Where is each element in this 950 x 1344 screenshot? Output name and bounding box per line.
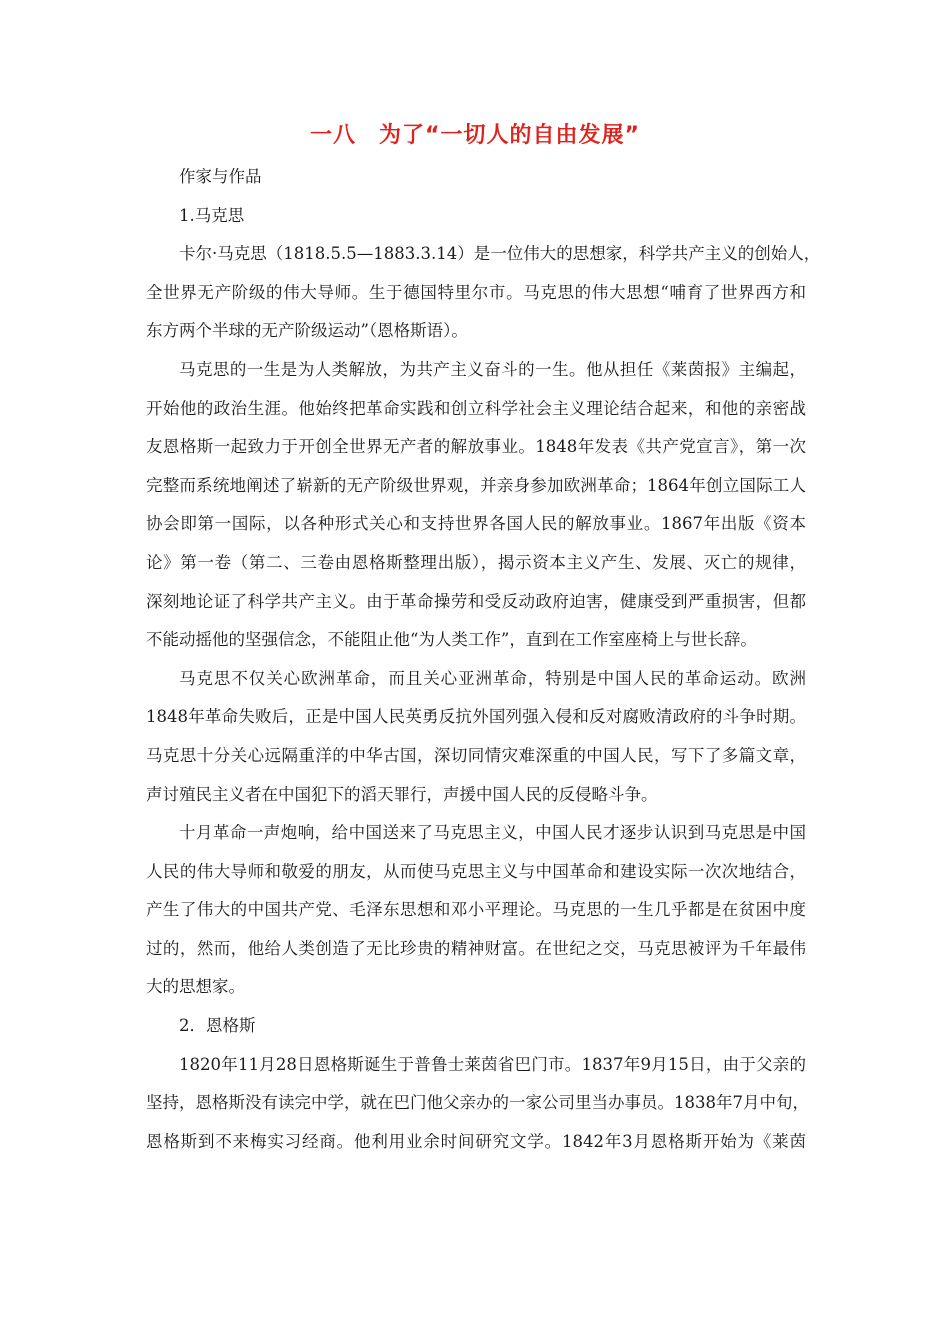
text-line: 友恩格斯一起致力于开创全世界无产者的解放事业。1848年发表《共产党宣言》，第一次 <box>146 437 806 457</box>
text-line: 东方两个半球的无产阶级运动”（恩格斯语）。 <box>146 321 468 341</box>
document-body <box>146 158 821 1161</box>
text-line: 声讨殖民主义者在中国犯下的滔天罪行，声援中国人民的反侵略斗争。 <box>146 784 658 804</box>
text-line: 人民的伟大导师和敬爱的朋友，从而使马克思主义与中国革命和建设实际一次次地结合， <box>146 861 806 881</box>
text-line: 协会即第一国际，以各种形式关心和支持世界各国人民的解放事业。1867年出版《资本 <box>146 514 806 534</box>
page-title: 一八 为了“一切人的自由发展” <box>310 123 640 148</box>
text-line: 产生了伟大的中国共产党、毛泽东思想和邓小平理论。马克思的一生几乎都是在贫困中度 <box>146 900 806 920</box>
text-line: 全世界无产阶级的伟大导师。生于德国特里尔市。马克思的伟大思想“哺育了世界西方和 <box>146 282 806 302</box>
text-line: 1820年11月28日恩格斯诞生于普鲁士莱茵省巴门市。1837年9月15日，由于父亲的 <box>179 1054 806 1074</box>
engels-paragraph-1 <box>146 1046 809 1162</box>
marx-paragraph-3 <box>146 660 806 814</box>
marx-paragraph-1 <box>146 235 821 351</box>
text-line: 坚持，恩格斯没有读完中学，就在巴门他父亲办的一家公司里当办事员。1838年7月中旬， <box>146 1093 809 1113</box>
text-line: 卡尔·马克思（1818.5.5—1883.3.14）是一位伟大的思想家，科学共产主义的创始人， <box>179 244 821 264</box>
text-line: 论》第一卷（第二、三卷由恩格斯整理出版），揭示资本主义产生、发展、灭亡的规律， <box>146 552 806 572</box>
text-line: 1848年革命失败后，正是中国人民英勇反抗外国列强入侵和反对腐败清政府的斗争时期。 <box>146 707 806 727</box>
text-line: 开始他的政治生涯。他始终把革命实践和创立科学社会主义理论结合起来，和他的亲密战 <box>146 398 806 418</box>
text-line: 马克思的一生是为人类解放，为共产主义奋斗的一生。他从担任《莱茵报》主编起， <box>179 359 806 379</box>
text-line: 十月革命一声炮响，给中国送来了马克思主义，中国人民才逐步认识到马克思是中国 <box>179 823 806 843</box>
text-line: 大的思想家。 <box>146 977 245 997</box>
marx-heading: 1.马克思 <box>179 205 245 225</box>
section-heading: 作家与作品 <box>179 167 262 186</box>
marx-paragraph-4 <box>146 814 806 1007</box>
text-line: 过的，然而，他给人类创造了无比珍贵的精神财富。在世纪之交，马克思被评为千年最伟 <box>146 938 806 958</box>
engels-heading: 2．恩格斯 <box>179 1016 256 1036</box>
text-line: 完整而系统地阐述了崭新的无产阶级世界观，并亲身参加欧洲革命；1864年创立国际工人 <box>146 475 806 495</box>
text-line: 马克思不仅关心欧洲革命，而且关心亚洲革命，特别是中国人民的革命运动。欧洲 <box>179 668 806 688</box>
text-line: 马克思十分关心远隔重洋的中华古国，深切同情灾难深重的中国人民，写下了多篇文章， <box>146 745 806 765</box>
text-line: 深刻地论证了科学共产主义。由于革命操劳和受反动政府迫害，健康受到严重损害，但都 <box>146 591 806 611</box>
text-line: 恩格斯到不来梅实习经商。他利用业余时间研究文学。1842年3月恩格斯开始为《莱茵 <box>146 1131 806 1151</box>
marx-paragraph-2 <box>146 351 806 660</box>
text-line: 不能动摇他的坚强信念，不能阻止他“为人类工作”，直到在工作室座椅上与世长辞。 <box>146 630 757 650</box>
